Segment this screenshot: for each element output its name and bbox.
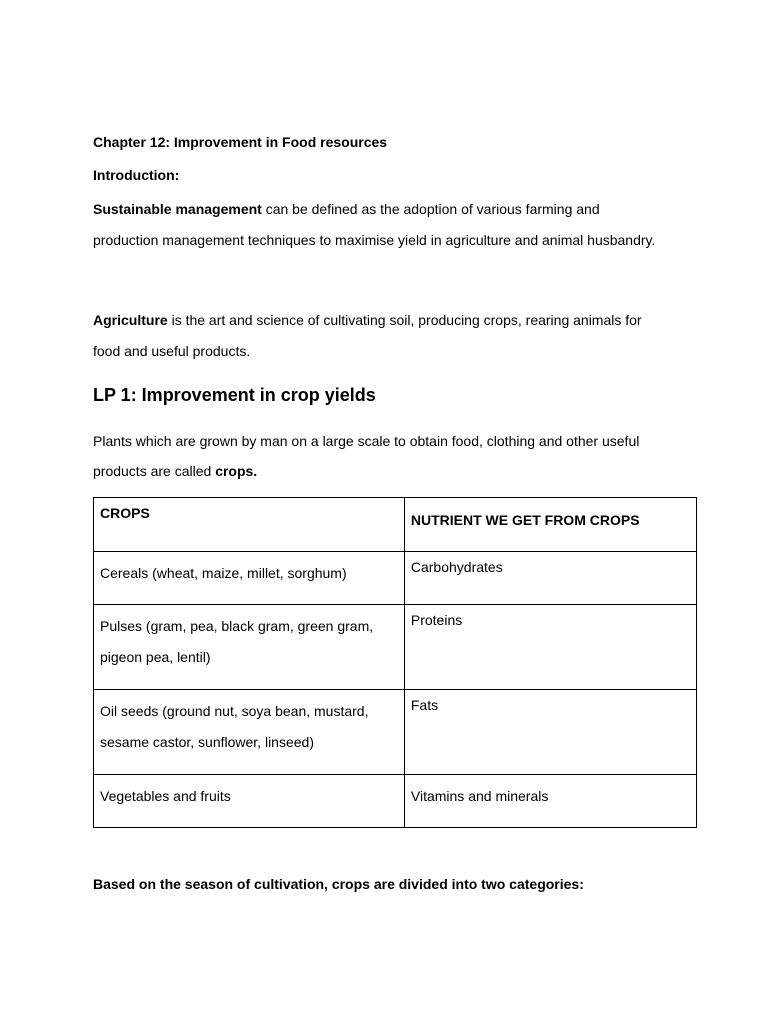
agriculture-term: Agriculture xyxy=(93,312,168,328)
crop-name: Pulses (gram, pea, black gram, green gram, xyxy=(100,618,374,634)
crop-cell xyxy=(94,605,405,690)
table-header-cell xyxy=(404,498,696,552)
table-header-cell xyxy=(94,498,405,552)
table-row xyxy=(94,552,697,605)
section-heading: LP 1: Improvement in crop yields xyxy=(93,385,376,405)
crops-nutrient-table xyxy=(93,497,697,828)
crop-name: Cereals (wheat, maize, millet, sorghum) xyxy=(100,565,347,581)
sustainable-management-line2: production management techniques to maximise yield in agriculture and animal husbandry. xyxy=(93,232,656,248)
header-crops: CROPS xyxy=(100,505,150,521)
header-nutrient: NUTRIENT WE GET FROM CROPS xyxy=(410,512,640,528)
crop-name: Vegetables and fruits xyxy=(100,788,231,804)
nutrient-cell xyxy=(404,552,696,605)
sustainable-management-text: can be defined as the adoption of various farming and xyxy=(261,201,600,217)
sustainable-management-line1 xyxy=(93,200,600,218)
crops-definition-line2 xyxy=(93,462,257,480)
closing-statement: Based on the season of cultivation, crops are divided into two categories: xyxy=(93,876,584,892)
crops-definition-text: products are called xyxy=(93,463,216,479)
crops-term: crops. xyxy=(215,463,258,479)
nutrient-name: Fats xyxy=(410,697,439,713)
crop-cell xyxy=(94,690,405,775)
table-row xyxy=(94,775,697,828)
introduction-label: Introduction: xyxy=(93,167,180,183)
crop-name-continued: sesame castor, sunflower, linseed) xyxy=(100,734,314,750)
nutrient-cell xyxy=(404,690,696,775)
sustainable-management-term: Sustainable management xyxy=(93,201,262,217)
crops-definition-line1: Plants which are grown by man on a large scale to obtain food, clothing and other useful xyxy=(93,433,640,449)
nutrient-name: Vitamins and minerals xyxy=(410,788,549,804)
nutrient-cell xyxy=(404,775,696,828)
agriculture-text: is the art and science of cultivating soil, producing crops, rearing animals for xyxy=(167,312,642,328)
nutrient-name: Proteins xyxy=(410,612,463,628)
table-header-row xyxy=(94,498,697,552)
crop-name: Oil seeds (ground nut, soya bean, mustard, xyxy=(100,703,369,719)
table-row xyxy=(94,605,697,690)
crop-name-continued: pigeon pea, lentil) xyxy=(100,649,211,665)
crop-cell xyxy=(94,775,405,828)
agriculture-line1 xyxy=(93,311,642,329)
crop-cell xyxy=(94,552,405,605)
nutrient-cell xyxy=(404,605,696,690)
agriculture-line2: food and useful products. xyxy=(93,343,251,359)
chapter-title: Chapter 12: Improvement in Food resources xyxy=(93,134,388,150)
nutrient-name: Carbohydrates xyxy=(410,559,503,575)
table-row xyxy=(94,690,697,775)
